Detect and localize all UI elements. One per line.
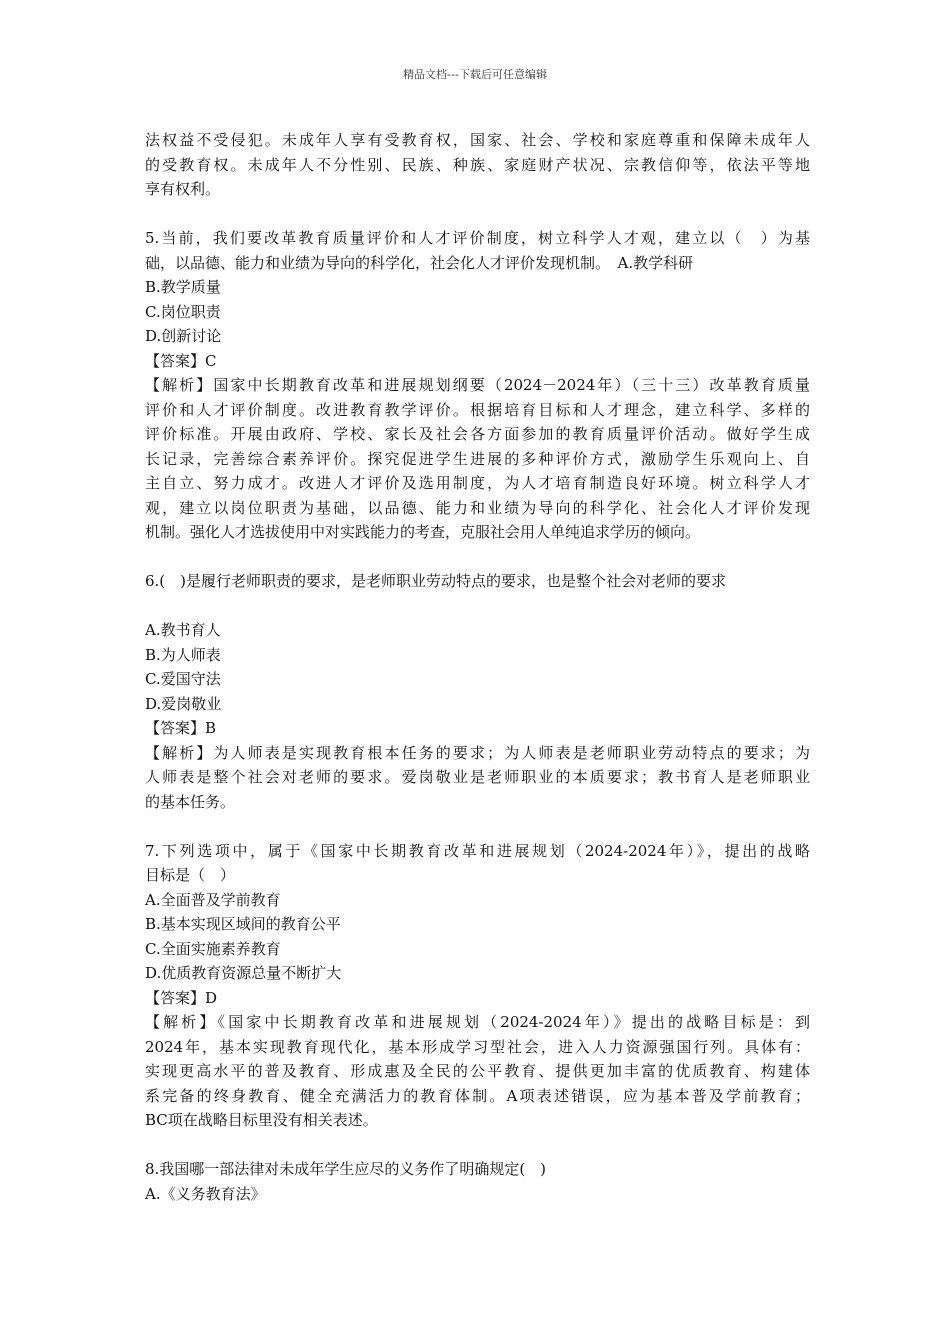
question-5-option: C.岗位职责 — [145, 302, 221, 321]
question-7-option: A.全面普及学前教育 — [145, 890, 281, 909]
question-8-option: A.《义务教育法》 — [145, 1184, 266, 1203]
question-6-option: C.爱国守法 — [145, 670, 221, 688]
paragraph-gap — [145, 814, 810, 839]
question-7-stem: 7.下列选项中，属于《国家中长期教育改革和进展规划（2024-2024年）》，提出的战略 — [145, 841, 810, 860]
question-7-analysis: 2024年，基本实现教育现代化，基本形成学习型社会，进入人力资源强国行列。具体有： — [145, 1037, 810, 1056]
question-5-option: B.教学质量 — [145, 278, 221, 296]
question-5-stem: 础，以品德、能力和业绩为导向的科学化，社会化人才评价发现机制。 A.教学科研 — [145, 253, 694, 272]
question-7-option: C.全面实施素养教育 — [145, 939, 281, 958]
question-5-analysis: 观，建立以岗位职责为基础，以品德、能力和业绩为导向的科学化、社会化人才评价发现 — [145, 498, 810, 517]
question-6-analysis: 人师表是整个社会对老师的要求。爱岗敬业是老师职业的本质要求；教书育人是老师职业 — [145, 768, 810, 786]
question-5-analysis: 主自立、努力成才。改进人才评价及选用制度，为人才培育制造良好环境。树立科学人才 — [145, 474, 810, 492]
text-line: 的受教育权。未成年人不分性别、民族、种族、家庭财产状况、宗教信仰等，依法平等地 — [145, 155, 810, 174]
question-5-analysis: 评价标准。开展由政府、学校、家长及社会各方面参加的教育质量评价活动。做好学生成 — [145, 425, 810, 443]
question-6-option: A.教书育人 — [145, 621, 221, 639]
paragraph-gap — [145, 202, 810, 227]
question-6-option: D.爱岗敬业 — [145, 694, 222, 713]
paragraph-gap — [145, 545, 810, 570]
question-7-analysis: BC项在战略目标里没有相关表述。 — [145, 1111, 378, 1129]
question-7-answer: 【答案】D — [145, 988, 218, 1007]
paragraph-gap — [145, 594, 810, 619]
document-body — [145, 128, 810, 1206]
question-7-option: B.基本实现区域间的教育公平 — [145, 915, 341, 933]
question-5-analysis: 长记录，完善综合素养评价。探究促进学生进展的多种评价方式，激励学生乐观向上、自 — [145, 449, 810, 468]
question-5-analysis: 机制。强化人才选拔使用中对实践能力的考查，克服社会用人单纯追求学历的倾向。 — [145, 523, 701, 541]
question-5-analysis: 【解析】国家中长期教育改革和进展规划纲要（2024－2024年）（三十三）改革教育质量 — [145, 376, 810, 394]
question-5-stem: 5.当前，我们要改革教育质量评价和人才评价制度，树立科学人才观，建立以（ ）为基 — [145, 229, 810, 247]
question-6-analysis: 的基本任务。 — [145, 792, 236, 811]
question-6-option: B.为人师表 — [145, 645, 221, 664]
question-6-answer: 【答案】B — [145, 719, 217, 737]
paragraph-gap — [145, 1133, 810, 1158]
question-7-analysis: 系完备的终身教育、健全充满活力的教育体制。A项表述错误，应为基本普及学前教育； — [145, 1086, 810, 1105]
question-8-stem: 8.我国哪一部法律对未成年学生应尽的义务作了明确规定( ) — [145, 1160, 547, 1178]
question-7-stem: 目标是（ ） — [145, 866, 236, 884]
text-line: 享有权利。 — [145, 180, 221, 198]
question-6-stem: 6.( )是履行老师职责的要求，是老师职业劳动特点的要求，也是整个社会对老师的要求 — [145, 572, 727, 590]
page-header: 精品文档---下载后可任意编辑 — [403, 68, 547, 81]
question-7-analysis: 【解析】《国家中长期教育改革和进展规划（2024-2024年）》提出的战略目标是：到 — [145, 1013, 810, 1031]
text-line: 法权益不受侵犯。未成年人享有受教育权，国家、社会、学校和家庭尊重和保障未成年人 — [145, 131, 810, 149]
question-5-answer: 【答案】C — [145, 351, 217, 370]
question-7-analysis: 实现更高水平的普及教育、形成惠及全民的公平教育、提供更加丰富的优质教育、构建体 — [145, 1062, 810, 1080]
question-5-analysis: 评价和人才评价制度。改进教育教学评价。根据培育目标和人才理念，建立科学、多样的 — [145, 400, 810, 419]
question-5-option: D.创新讨论 — [145, 327, 222, 345]
question-6-analysis: 【解析】为人师表是实现教育根本任务的要求；为人师表是老师职业劳动特点的要求；为 — [145, 743, 810, 762]
question-7-option: D.优质教育资源总量不断扩大 — [145, 964, 342, 982]
